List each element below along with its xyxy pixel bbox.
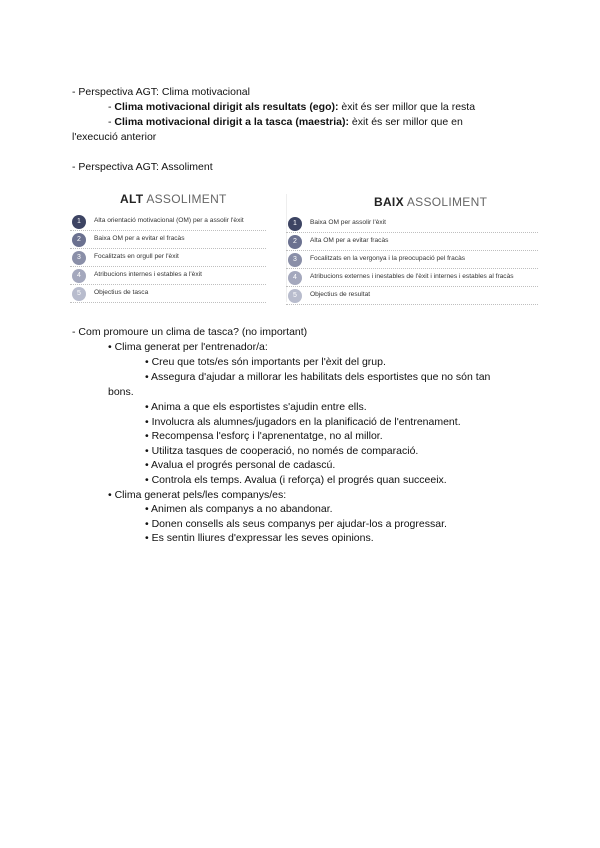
task-climate-definition: èxit és ser millor que en	[349, 116, 463, 128]
coach-item: • Anima a que els esportistes s'ajudin entre ells.	[145, 401, 367, 413]
promote-task-climate-heading: - Com promoure un clima de tasca? (no important)	[72, 326, 308, 338]
low-achievement-item-text: Atribucions externes i inestables de l'èxit i internes i estables al fracàs	[310, 273, 514, 280]
coach-item: • Controla els temps. Avalua (i reforça) el progrés quan succeeix.	[145, 474, 447, 486]
low-achievement-title: BAIX ASSOLIMENT	[374, 195, 488, 209]
ego-climate-line: - Clima motivacional dirigit als resultats (ego): èxit és ser millor que la resta	[108, 101, 476, 113]
high-achievement-item-number-badge: 1	[72, 215, 86, 229]
high-achievement-item-text: Alta orientació motivacional (OM) per a assolir l'èxit	[94, 217, 244, 224]
achievement-comparison-figure	[70, 184, 540, 310]
peers-item: • Es sentin lliures d'expressar les seves opinions.	[145, 532, 374, 544]
coach-item: • Creu que tots/es són importants per l'èxit del grup.	[145, 356, 386, 368]
low-achievement-item-row	[286, 288, 538, 305]
low-achievement-item-row	[286, 252, 538, 269]
low-achievement-item-text: Focalitzats en la vergonya i la preocupació pel fracàs	[310, 255, 466, 262]
task-climate-term: Clima motivacional dirigit a la tasca (maestria):	[114, 116, 350, 128]
task-climate-line: - Clima motivacional dirigit a la tasca (maestria): èxit és ser millor que en	[108, 116, 463, 128]
coach-item: • Recompensa l'esforç i l'aprenentatge, no al millor.	[145, 430, 383, 442]
low-achievement-item-row	[286, 234, 538, 251]
high-achievement-item-text: Baixa OM per a evitar el fracàs	[94, 235, 185, 242]
high-achievement-item-number-badge: 4	[72, 269, 86, 283]
high-achievement-item-text: Objectius de tasca	[94, 289, 149, 296]
high-achievement-item-row	[70, 214, 266, 231]
high-achievement-item-text: Focalitzats en orgull per l'èxit	[94, 253, 179, 260]
coach-climate-heading: • Clima generat per l'entrenador/a:	[108, 341, 268, 353]
high-achievement-item-row	[70, 232, 266, 249]
low-achievement-item-text: Alta OM per a evitar fracàs	[310, 237, 389, 244]
high-achievement-item-row	[70, 268, 266, 285]
ego-climate-definition: èxit és ser millor que la resta	[338, 101, 476, 113]
high-achievement-item-number-badge: 2	[72, 233, 86, 247]
peers-item: • Animen als companys a no abandonar.	[145, 503, 333, 515]
high-achievement-item-row	[70, 286, 266, 303]
low-achievement-item-row	[286, 270, 538, 287]
low-achievement-item-text: Objectius de resultat	[310, 291, 371, 298]
high-achievement-item-text: Atribucions internes i estables a l'èxit	[94, 271, 202, 278]
agt-achievement-heading: - Perspectiva AGT: Assoliment	[72, 161, 213, 173]
peers-climate-heading: • Clima generat pels/les companys/es:	[108, 489, 287, 501]
low-achievement-item-number-badge: 1	[288, 217, 302, 231]
agt-climate-heading: - Perspectiva AGT: Clima motivacional	[72, 86, 250, 98]
peers-item: • Donen consells als seus companys per ajudar-los a progressar.	[145, 518, 447, 530]
coach-item: • Involucra als alumnes/jugadors en la planificació de l'entrenament.	[145, 416, 461, 428]
high-achievement-item-number-badge: 5	[72, 287, 86, 301]
low-achievement-item-row	[286, 216, 538, 233]
low-achievement-item-number-badge: 2	[288, 235, 302, 249]
low-achievement-item-number-badge: 5	[288, 289, 302, 303]
low-achievement-item-number-badge: 4	[288, 271, 302, 285]
coach-item-cont: bons.	[108, 386, 134, 398]
coach-item: • Assegura d'ajudar a millorar les habilitats dels esportistes que no són tan	[145, 371, 491, 383]
high-achievement-title: ALT ASSOLIMENT	[120, 192, 227, 206]
low-achievement-item-number-badge: 3	[288, 253, 302, 267]
high-achievement-item-row	[70, 250, 266, 267]
ego-climate-term: Clima motivacional dirigit als resultats (ego):	[114, 101, 339, 113]
high-achievement-item-number-badge: 3	[72, 251, 86, 265]
coach-item: • Avalua el progrés personal de cadascú.	[145, 459, 336, 471]
coach-item: • Utilitza tasques de cooperació, no només de comparació.	[145, 445, 419, 457]
low-achievement-item-text: Baixa OM per assolir l'èxit	[310, 219, 387, 226]
task-climate-line-cont: l'execució anterior	[72, 131, 157, 143]
